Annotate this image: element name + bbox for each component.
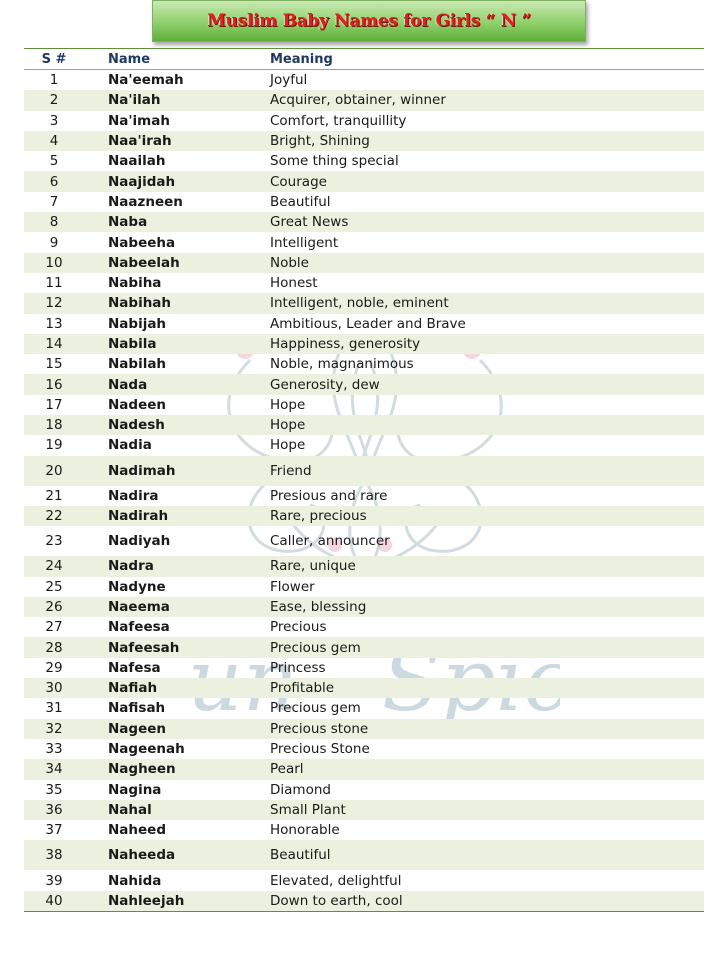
table-row [24,354,704,374]
sno-cell: 27 [45,619,63,636]
sno-cell: 3 [49,112,59,129]
name-cell: Nadirah [108,508,169,525]
name-cell: Nagina [108,781,162,798]
meaning-cell: Presious and rare [270,487,388,504]
table-row [24,131,704,151]
sno-cell: 5 [49,153,59,170]
name-cell: Nageen [108,720,166,737]
table-row [24,232,704,252]
meaning-cell: Acquirer, obtainer, winner [270,92,446,109]
table-row [24,698,704,718]
sno-cell: 33 [45,741,63,758]
sno-cell: 21 [45,487,63,504]
name-cell: Nadimah [108,462,176,479]
sno-cell: 36 [45,801,63,818]
meaning-cell: Honorable [270,822,340,839]
page-title: Muslim Baby Names for Girls “ N ” [207,11,531,31]
table-row [24,891,704,911]
sno-cell: 9 [49,234,59,251]
sno-cell: 28 [45,639,63,656]
table-row [24,870,704,890]
table-row [24,506,704,526]
name-cell: Na'ilah [108,92,161,109]
table-row [24,111,704,131]
meaning-cell: Caller, announcer [270,533,390,550]
name-cell: Naeema [108,598,170,615]
name-cell: Na'eemah [108,72,184,89]
meaning-cell: Hope [270,417,306,434]
table-row [24,637,704,657]
table-row [24,800,704,820]
meaning-cell: Princess [270,659,326,676]
name-cell: Nageenah [108,741,185,758]
sno-cell: 34 [45,761,63,778]
meaning-cell: Precious gem [270,639,361,656]
sno-cell: 40 [45,892,63,909]
table-row [24,486,704,506]
meaning-cell: Hope [270,396,306,413]
sno-cell: 23 [45,533,63,550]
names-table [24,48,704,912]
table-row [24,70,704,90]
sno-cell: 16 [45,376,63,393]
meaning-cell: Profitable [270,680,335,697]
name-cell: Nahleejah [108,892,185,909]
name-cell: Naailah [108,153,166,170]
sno-cell: 31 [45,700,63,717]
table-row [24,314,704,334]
meaning-cell: Some thing special [270,153,399,170]
meaning-cell: Precious Stone [270,741,370,758]
name-cell: Nadiyah [108,533,171,550]
table-row [24,820,704,840]
sno-cell: 25 [45,578,63,595]
meaning-cell: Small Plant [270,801,346,818]
meaning-cell: Intelligent, noble, eminent [270,295,449,312]
meaning-cell: Joyful [270,72,308,89]
name-cell: Nabijah [108,315,167,332]
name-cell: Naa'irah [108,133,172,150]
sno-cell: 29 [45,659,63,676]
table-row [24,253,704,273]
table-row [24,90,704,110]
name-cell: Naheed [108,822,166,839]
meaning-cell: Comfort, tranquillity [270,112,407,129]
table-row [24,212,704,232]
meaning-cell: Elevated, delightful [270,872,402,889]
name-cell: Nafiah [108,680,158,697]
meaning-cell: Precious stone [270,720,369,737]
name-cell: Nadira [108,487,159,504]
name-cell: Nabila [108,336,157,352]
meaning-cell: Rare, precious [270,508,367,525]
name-cell: Nadesh [108,417,165,434]
meaning-cell: Honest [270,275,318,292]
meaning-cell: Courage [270,173,327,190]
name-cell: Nabihah [108,295,172,312]
table-row [24,597,704,617]
table-row [24,293,704,313]
name-cell: Nabeelah [108,254,180,271]
table-row [24,435,704,455]
name-cell: Naazneen [108,193,183,210]
table-row [24,526,704,556]
sno-cell: 7 [49,193,59,210]
meaning-cell: Beautiful [270,847,331,864]
meaning-cell: Hope [270,437,306,454]
table-row [24,395,704,415]
table-row [24,456,704,486]
meaning-cell: Happiness, generosity [270,336,421,352]
sno-cell: 30 [45,680,63,697]
table-row [24,171,704,191]
table-row [24,739,704,759]
sno-cell: 18 [45,417,63,434]
table-row [24,577,704,597]
meaning-cell: Rare, unique [270,558,356,575]
table-row [24,658,704,678]
name-cell: Naba [108,214,148,231]
meaning-cell: Diamond [270,781,331,798]
name-cell: Nahal [108,801,152,818]
name-cell: Nadeen [108,396,166,413]
meaning-cell: Bright, Shining [270,133,370,150]
meaning-cell: Beautiful [270,193,331,210]
name-cell: Nafisah [108,700,166,717]
name-cell: Nada [108,376,148,393]
table-row [24,840,704,870]
meaning-cell: Precious gem [270,700,361,717]
name-cell: Na'imah [108,112,170,129]
sno-cell: 37 [45,822,63,839]
table-row [24,678,704,698]
table-row [24,780,704,800]
sno-cell: 8 [49,214,59,231]
meaning-cell: Down to earth, cool [270,892,403,909]
meaning-cell: Generosity, dew [270,376,380,393]
table-body [24,70,704,912]
name-cell: Naheeda [108,847,176,864]
table-row [24,719,704,739]
table-row [24,151,704,171]
table-row [24,273,704,293]
sno-cell: 20 [45,462,63,479]
name-cell: Nadra [108,558,154,575]
table-row [24,415,704,435]
meaning-cell: Friend [270,462,312,479]
name-cell: Nabeeha [108,234,176,251]
table-header [24,49,704,70]
sno-cell: 35 [45,781,63,798]
sno-cell: 26 [45,598,63,615]
meaning-cell: Ambitious, Leader and Brave [270,315,466,332]
table-row [24,759,704,779]
sno-cell: 15 [45,356,63,373]
meaning-cell: Great News [270,214,349,231]
sno-cell: 39 [45,872,63,889]
name-cell: Nahida [108,872,162,889]
meaning-header: Meaning [270,51,333,67]
meaning-cell: Noble, magnanimous [270,356,414,373]
name-cell: Naajidah [108,173,176,190]
sno-header: S # [41,51,67,67]
table-row [24,374,704,394]
sno-cell: 14 [45,336,63,352]
name-cell: Nafesa [108,659,161,676]
name-cell: Nafeesa [108,619,170,636]
table-row [24,556,704,576]
sno-cell: 2 [49,92,59,109]
sno-cell: 38 [45,847,63,864]
sno-cell: 4 [49,133,59,150]
sno-cell: 10 [45,254,63,271]
meaning-cell: Pearl [270,761,304,778]
sno-cell: 22 [45,508,63,525]
table-row [24,617,704,637]
sno-cell: 24 [45,558,63,575]
meaning-cell: Ease, blessing [270,598,367,615]
sno-cell: 12 [45,295,63,312]
sno-cell: 13 [45,315,63,332]
sno-cell: 32 [45,720,63,737]
name-cell: Nabiha [108,275,162,292]
name-cell: Nafeesah [108,639,180,656]
table-row [24,192,704,212]
name-cell: Nagheen [108,761,176,778]
name-header: Name [108,51,151,67]
name-cell: Nadyne [108,578,166,595]
meaning-cell: Flower [270,578,315,595]
meaning-cell: Noble [270,254,309,271]
name-cell: Nadia [108,437,152,454]
sno-cell: 1 [49,72,59,89]
name-cell: Nabilah [108,356,167,373]
meaning-cell: Intelligent [270,234,339,251]
sno-cell: 6 [49,173,59,190]
sno-cell: 11 [45,275,63,292]
title-banner [152,0,586,42]
sno-cell: 17 [45,396,63,413]
table-row [24,334,704,354]
sno-cell: 19 [45,437,63,454]
meaning-cell: Precious [270,619,327,636]
